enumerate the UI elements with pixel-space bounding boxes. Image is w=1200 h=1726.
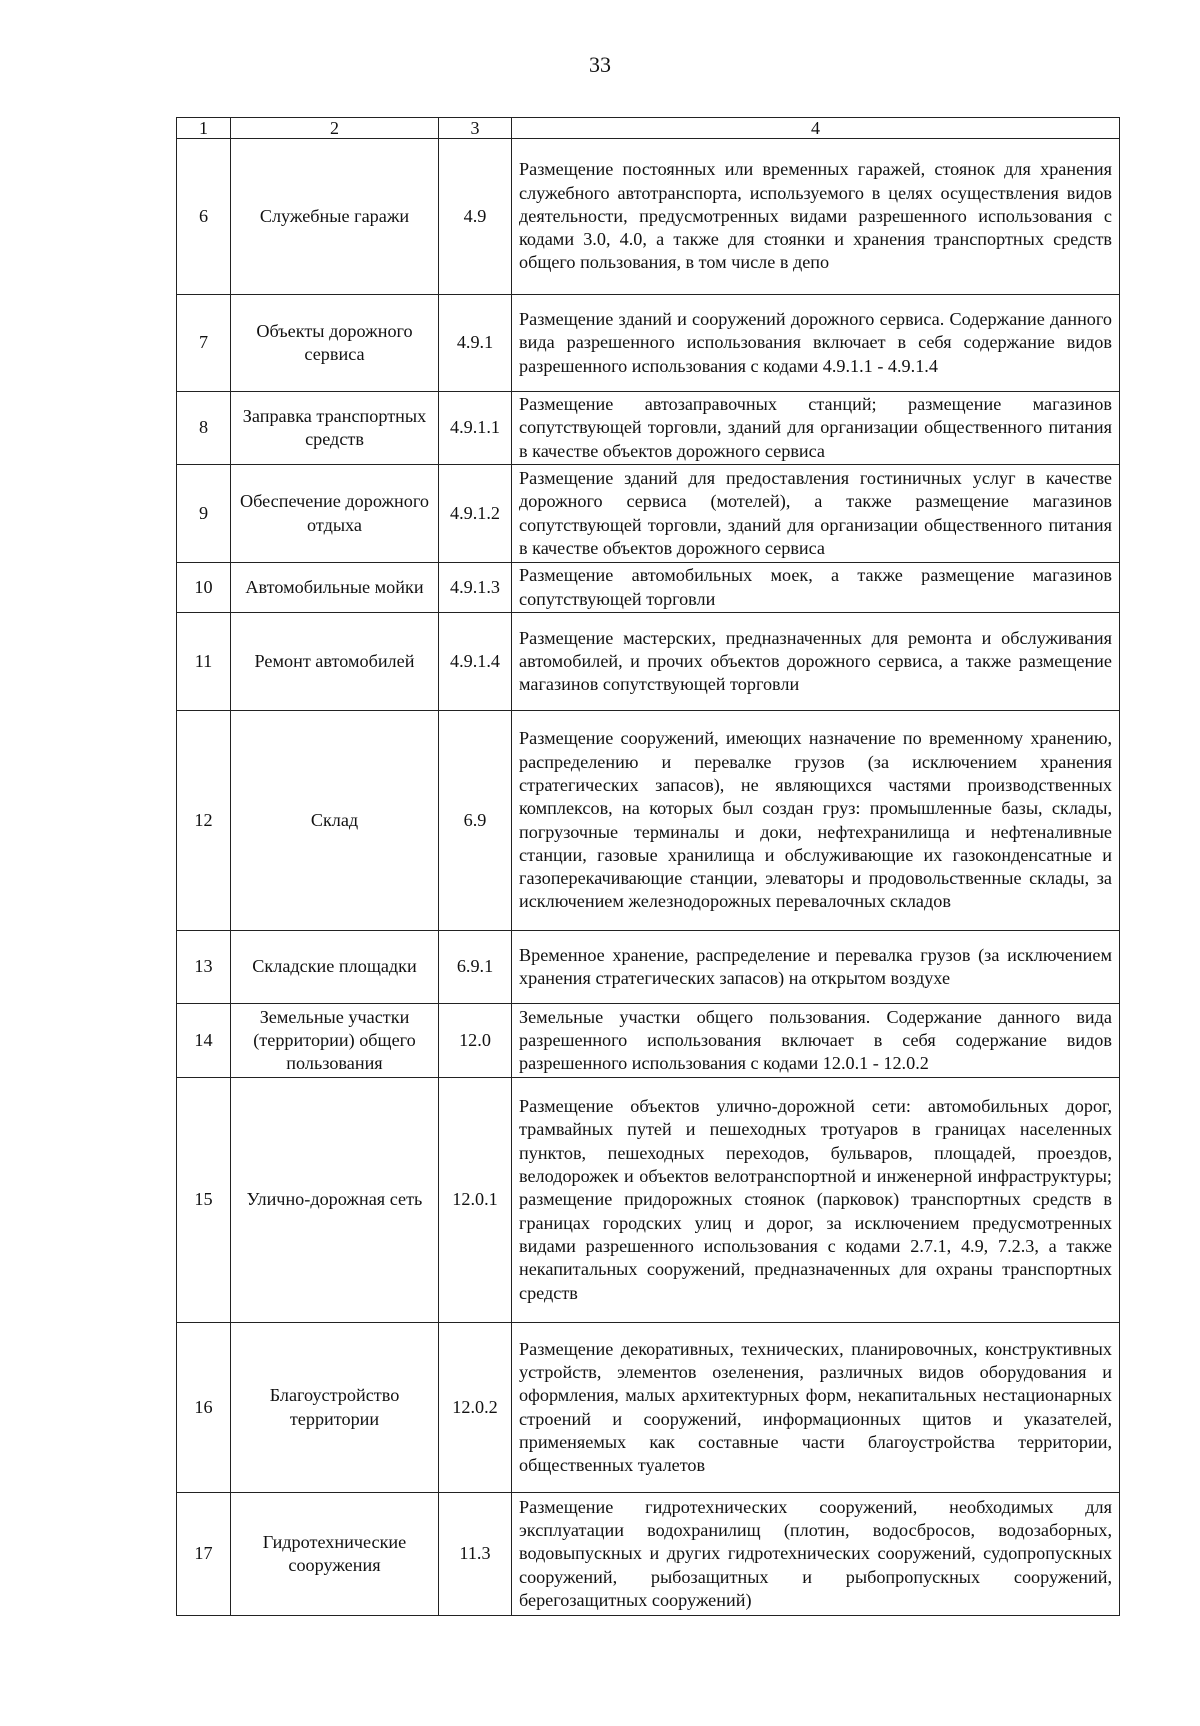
use-name: Благоустройство территории	[231, 1323, 439, 1493]
row-number: 8	[177, 392, 231, 465]
use-name: Земельные участки (территории) общего пользования	[231, 1004, 439, 1078]
table-row	[177, 1493, 1120, 1616]
row-number: 11	[177, 613, 231, 711]
table-row	[177, 295, 1120, 392]
use-code: 4.9.1.4	[439, 613, 512, 711]
table-row	[177, 1004, 1120, 1078]
use-code: 4.9.1.3	[439, 563, 512, 613]
use-code: 11.3	[439, 1493, 512, 1616]
use-name: Склад	[231, 711, 439, 931]
use-code: 12.0.1	[439, 1078, 512, 1323]
use-name: Объекты дорожного сервиса	[231, 295, 439, 392]
use-description: Размещение зданий и сооружений дорожного сервиса. Содержание данного вида разрешенного использования включает в себя содержание видов разрешенного использования с кодами 4.9.1.1 - 4.9.1.4	[512, 295, 1120, 392]
table-row	[177, 1078, 1120, 1323]
row-number: 10	[177, 563, 231, 613]
land-use-table	[176, 117, 1120, 1616]
use-description: Размещение автомобильных моек, а также размещение магазинов сопутствующей торговли	[512, 563, 1120, 613]
table-row	[177, 563, 1120, 613]
use-code: 4.9	[439, 139, 512, 295]
row-number: 9	[177, 465, 231, 563]
table-row	[177, 392, 1120, 465]
table-row	[177, 139, 1120, 295]
use-name: Автомобильные мойки	[231, 563, 439, 613]
use-name: Служебные гаражи	[231, 139, 439, 295]
table-header-row	[177, 118, 1120, 139]
header-col-1: 1	[177, 118, 231, 139]
use-code: 4.9.1.1	[439, 392, 512, 465]
use-description: Размещение гидротехнических сооружений, необходимых для эксплуатации водохранилищ (плотин, водосбросов, водозаборных, водовыпускных и других гидротехнических сооружений, судопропускных сооружений, рыбозащитных и рыбопропускных сооружений, берегозащитных сооружений)	[512, 1493, 1120, 1616]
table-row	[177, 711, 1120, 931]
use-name: Заправка транспортных средств	[231, 392, 439, 465]
use-description: Размещение объектов улично-дорожной сети: автомобильных дорог, трамвайных путей и пешеходных тротуаров в границах населенных пунктов, пешеходных переходов, бульваров, площадей, проездов, велодорожек и объектов велотранспортной и инженерной инфраструктуры; размещение придорожных стоянок (парковок) транспортных средств в границах городских улиц и дорог, за исключением предусмотренных видами разрешенного использования с кодами 2.7.1, 4.9, 7.2.3, а также некапитальных сооружений, предназначенных для охраны транспортных средств	[512, 1078, 1120, 1323]
table-row	[177, 613, 1120, 711]
page-number: 33	[589, 52, 611, 77]
header-col-3: 3	[439, 118, 512, 139]
header-col-2: 2	[231, 118, 439, 139]
use-name: Улично-дорожная сеть	[231, 1078, 439, 1323]
header-col-4: 4	[512, 118, 1120, 139]
use-name: Ремонт автомобилей	[231, 613, 439, 711]
use-code: 6.9.1	[439, 931, 512, 1004]
use-description: Временное хранение, распределение и перевалка грузов (за исключением хранения стратегических запасов) на открытом воздухе	[512, 931, 1120, 1004]
table-row	[177, 465, 1120, 563]
row-number: 13	[177, 931, 231, 1004]
row-number: 6	[177, 139, 231, 295]
use-description: Размещение зданий для предоставления гостиничных услуг в качестве дорожного сервиса (мотелей), а также размещение магазинов сопутствующей торговли, зданий для организации общественного питания в качестве объектов дорожного сервиса	[512, 465, 1120, 563]
row-number: 15	[177, 1078, 231, 1323]
row-number: 17	[177, 1493, 231, 1616]
row-number: 16	[177, 1323, 231, 1493]
use-code: 4.9.1	[439, 295, 512, 392]
table-row	[177, 931, 1120, 1004]
use-code: 12.0	[439, 1004, 512, 1078]
row-number: 14	[177, 1004, 231, 1078]
use-name: Складские площадки	[231, 931, 439, 1004]
row-number: 12	[177, 711, 231, 931]
use-name: Обеспечение дорожного отдыха	[231, 465, 439, 563]
use-code: 6.9	[439, 711, 512, 931]
use-code: 12.0.2	[439, 1323, 512, 1493]
use-description: Размещение постоянных или временных гаражей, стоянок для хранения служебного автотранспорта, используемого в целях осуществления видов деятельности, предусмотренных видами разрешенного использования с кодами 3.0, 4.0, а также для стоянки и хранения транспортных средств общего пользования, в том числе в депо	[512, 139, 1120, 295]
use-name: Гидротехнические сооружения	[231, 1493, 439, 1616]
use-description: Размещение сооружений, имеющих назначение по временному хранению, распределению и перевалке грузов (за исключением хранения стратегических запасов), не являющихся частями производственных комплексов, на которых был создан груз: промышленные базы, склады, погрузочные терминалы и доки, нефтехранилища и нефтеналивные станции, газовые хранилища и обслуживающие их газоконденсатные и газоперекачивающие станции, элеваторы и продовольственные склады, за исключением железнодорожных перевалочных складов	[512, 711, 1120, 931]
row-number: 7	[177, 295, 231, 392]
use-description: Земельные участки общего пользования. Содержание данного вида разрешенного использования включает в себя содержание видов разрешенного использования с кодами 12.0.1 - 12.0.2	[512, 1004, 1120, 1078]
use-description: Размещение мастерских, предназначенных для ремонта и обслуживания автомобилей, и прочих объектов дорожного сервиса, а также размещение магазинов сопутствующей торговли	[512, 613, 1120, 711]
use-code: 4.9.1.2	[439, 465, 512, 563]
use-description: Размещение автозаправочных станций; размещение магазинов сопутствующей торговли, зданий для организации общественного питания в качестве объектов дорожного сервиса	[512, 392, 1120, 465]
use-description: Размещение декоративных, технических, планировочных, конструктивных устройств, элементов озеленения, различных видов оборудования и оформления, малых архитектурных форм, некапитальных нестационарных строений и сооружений, информационных щитов и указателей, применяемых как составные части благоустройства территории, общественных туалетов	[512, 1323, 1120, 1493]
table-row	[177, 1323, 1120, 1493]
